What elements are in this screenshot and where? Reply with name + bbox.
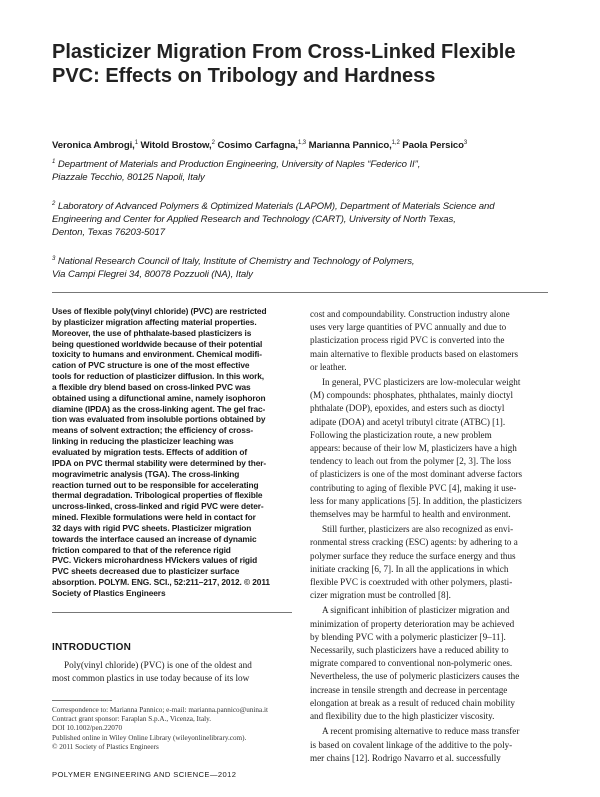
footnote-line: © 2011 Society of Plastics Engineers xyxy=(52,742,159,751)
abstract-line: evaluated by migration tests. Effects of addition of xyxy=(52,446,248,457)
body-line: minimization of property deterioration may be achieved xyxy=(310,618,515,629)
abstract-line: being questioned worldwide because of their potential xyxy=(52,338,263,349)
abstract-line: Moreover, the use of phthalate-based plasticizers is xyxy=(52,327,252,338)
author-affiliation-mark: 1 xyxy=(134,140,138,146)
author-list xyxy=(52,140,467,151)
body-line: A significant inhibition of plasticizer migration and xyxy=(322,605,510,616)
body-line: or leather. xyxy=(310,361,347,372)
abstract-line: Society of Plastics Engineers xyxy=(52,587,166,598)
affiliation xyxy=(52,198,495,239)
footnote-line: Published online in Wiley Online Library (wileyonlinelibrary.com). xyxy=(52,733,247,742)
abstract-line: uncross-linked, cross-linked and rigid PVC were deter- xyxy=(52,501,264,512)
affiliation-line: $^1$ Department of Materials and Production Engineering, University of Naples “Federico II”, xyxy=(52,159,421,171)
author-name: Paola Persico xyxy=(402,140,464,152)
abstract-line: obtained using a difunctional amine, namely isophoron xyxy=(52,392,266,403)
abstract-bottom-rule xyxy=(52,612,292,613)
body-line: polymer surface they reduce the surface energy and thus xyxy=(310,550,516,561)
body-line: tendency to leach out from the polymer [2, 3]. The loss xyxy=(310,456,512,467)
abstract-line: IPDA on PVC thermal stability were determined by ther- xyxy=(52,457,267,468)
author-affiliation-mark: 3 xyxy=(463,140,468,146)
abstract-line: by plasticizer migration affecting material properties. xyxy=(52,316,257,327)
author-name: Marianna Pannico, xyxy=(308,140,392,152)
body-line: initiate cracking [6, 7]. In all the applications in which xyxy=(310,563,509,574)
intro-line: Poly(vinyl chloride) (PVC) is one of the oldest and xyxy=(64,660,252,670)
abstract-line: PVC sheets decreased due to plasticizer surface xyxy=(52,566,240,577)
author-name: Witold Brostow, xyxy=(140,140,212,152)
intro-line: most common plastics in use today because of its low xyxy=(52,673,250,684)
body-line: by blending PVC with a polymeric plasticizer [9–11]. xyxy=(310,631,506,642)
abstract-line: reaction turned out to be responsible for accelerating xyxy=(52,479,259,490)
body-paragraph xyxy=(310,725,548,765)
abstract-line: tion was evaluated from insoluble portions obtained by xyxy=(52,414,266,425)
footnote-line: Correspondence to: Marianna Pannico; e-mail: marianna.pannico@unina.it xyxy=(52,706,268,714)
page-footer: POLYMER ENGINEERING AND SCIENCE—2012 xyxy=(52,770,237,779)
affiliation-mark: 1 xyxy=(52,159,56,165)
body-line: ronmental stress cracking (ESC) agents: by adhering to a xyxy=(310,537,518,548)
body-line: In general, PVC plasticizers are low-molecular weight xyxy=(322,377,521,388)
body-line: cost and compoundability. Construction industry alone xyxy=(310,309,510,319)
body-line: Nevertheless, the use of polymeric plasticizers causes the xyxy=(310,671,520,682)
section-heading: INTRODUCTION xyxy=(52,642,132,653)
body-line: increase in tensile strength and decrease in percentage xyxy=(310,684,508,695)
intro-text xyxy=(52,659,298,685)
abstract-line: mogravimetric analysis (TGA). The cross-linking xyxy=(52,468,240,479)
abstract-line: tools for reduction of plasticizer diffusion. In this work, xyxy=(52,371,264,382)
abstract-line: towards the interface caused an increase of dynamic xyxy=(52,533,257,544)
affiliation-line: Piazzale Tecchio, 80125 Napoli, Italy xyxy=(52,172,205,184)
affiliation xyxy=(52,253,415,281)
abstract-line: a flexible dry blend based on cross-linked PVC was xyxy=(52,381,251,392)
body-paragraph xyxy=(310,308,548,374)
affiliation-line: $^3$ National Research Council of Italy, Institute of Chemistry and Technology of Polymers, xyxy=(52,256,415,268)
body-line: contributing to aging of flexible PVC [4], making it use- xyxy=(310,482,517,493)
body-line: less for many applications [5]. In addition, the plasticizers xyxy=(310,495,522,506)
body-line: flexible PVC is coextruded with other polymers, plasti- xyxy=(310,577,513,588)
title-line: PVC: Effects on Tribology and Hardness xyxy=(52,65,436,87)
body-line: A recent promising alternative to reduce mass transfer xyxy=(322,726,520,737)
abstract-line: cation of PVC structure is one of the most effective xyxy=(52,360,250,371)
body-line: themselves may be harmful to health and environment. xyxy=(310,509,511,520)
body-line: is based on covalent linkage of the additive to the poly- xyxy=(310,739,513,750)
right-column-text xyxy=(310,308,548,767)
body-line: Following the plasticization route, a new problem xyxy=(310,429,492,440)
abstract xyxy=(52,306,292,599)
author-affiliation-mark: 1,3 xyxy=(297,140,306,146)
paper-title xyxy=(52,40,552,88)
abstract-top-rule xyxy=(52,292,548,293)
affiliation-mark: 2 xyxy=(52,201,56,207)
footnote-line: Contract grant sponsor: Faraplan S.p.A., Vicenza, Italy. xyxy=(52,715,212,724)
abstract-line: thermal degradation. Tribological properties of flexible xyxy=(52,490,263,501)
footnote-line: DOI 10.1002/pen.22070 xyxy=(52,724,123,733)
body-line: adipate (DOA) and acetyl tributyl citrate (ATBC) [1]. xyxy=(310,416,506,427)
body-line: elongation at break as a result of reduced chain mobility xyxy=(310,697,515,708)
body-paragraph xyxy=(310,523,548,602)
author-name: Veronica Ambrogi, xyxy=(52,140,135,152)
body-line: of plasticizers is one of the most dominant adverse factors xyxy=(310,469,523,480)
affiliation-mark: 3 xyxy=(52,256,56,262)
body-line: Still further, plasticizers are also recognized as envi- xyxy=(322,524,514,535)
author-affiliation-mark: 1,2 xyxy=(391,140,400,146)
body-line: mer chains [12]. Rodrigo Navarro et al. successfully xyxy=(310,752,501,763)
abstract-line: mined. Flexible formulations were held in contact for xyxy=(52,512,256,523)
abstract-line: linking in reducing the plasticizer leaching was xyxy=(52,436,234,447)
abstract-line: diamine (IPDA) as the cross-linking agent. The gel frac- xyxy=(52,403,266,414)
body-line: Necessarily, such plasticizers have a reduced ability to xyxy=(310,645,509,656)
abstract-line: friction compared to that of the reference rigid xyxy=(52,544,231,555)
body-paragraph xyxy=(310,376,548,521)
body-line: and flexibility due to the high plasticizer viscosity. xyxy=(310,711,495,722)
body-line: (M) compounds: phosphates, phthalates, mainly dioctyl xyxy=(310,390,514,401)
abstract-line: means of solvent extraction; the efficiency of cross- xyxy=(52,425,254,436)
affiliation xyxy=(52,156,420,184)
abstract-line: toxicity to humans and environment. Chemical modifi- xyxy=(52,349,262,360)
abstract-line: Uses of flexible poly(vinyl chloride) (PVC) are restricted xyxy=(52,306,267,316)
body-line: phthalate (DOP), epoxides, and esters such as dioctyl xyxy=(310,403,505,414)
author-name: Cosimo Carfagna, xyxy=(217,140,298,152)
affiliation-line: Via Campi Flegrei 34, 80078 Pozzuoli (NA), Italy xyxy=(52,269,253,281)
title-line: Plasticizer Migration From Cross-Linked Flexible xyxy=(52,41,516,63)
abstract-line: 32 days with rigid PVC sheets. Plasticizer migration xyxy=(52,522,252,533)
abstract-line: absorption. POLYM. ENG. SCI., 52:211–217, 2012. © 2011 xyxy=(52,577,270,588)
affiliation-line: Engineering and Center for Applied Research and Technology (CART), University of North Texas, xyxy=(52,214,456,226)
abstract-line: PVC. Vickers microhardness HVickers values of rigid xyxy=(52,555,258,566)
footnotes xyxy=(52,706,298,752)
body-line: migrate compared to conventional non-polymeric ones. xyxy=(310,658,513,669)
affiliation-line: $^2$ Laboratory of Advanced Polymers & Optimized Materials (LAPOM), Department of Materials Science and xyxy=(52,201,495,213)
body-line: main alternative to flexible products based on elastomers xyxy=(310,348,519,359)
body-line: plasticization process rigid PVC is converted into the xyxy=(310,335,505,346)
body-line: appears: because of their low M, plasticizers have a high xyxy=(310,443,517,454)
body-paragraph xyxy=(310,604,548,723)
body-line: cizer migration must be controlled [8]. xyxy=(310,590,451,601)
footnote-rule xyxy=(52,700,112,701)
author-affiliation-mark: 2 xyxy=(211,140,215,146)
affiliation-line: Denton, Texas 76203-5017 xyxy=(52,227,165,239)
body-line: uses very large quantities of PVC annually and due to xyxy=(310,322,507,333)
